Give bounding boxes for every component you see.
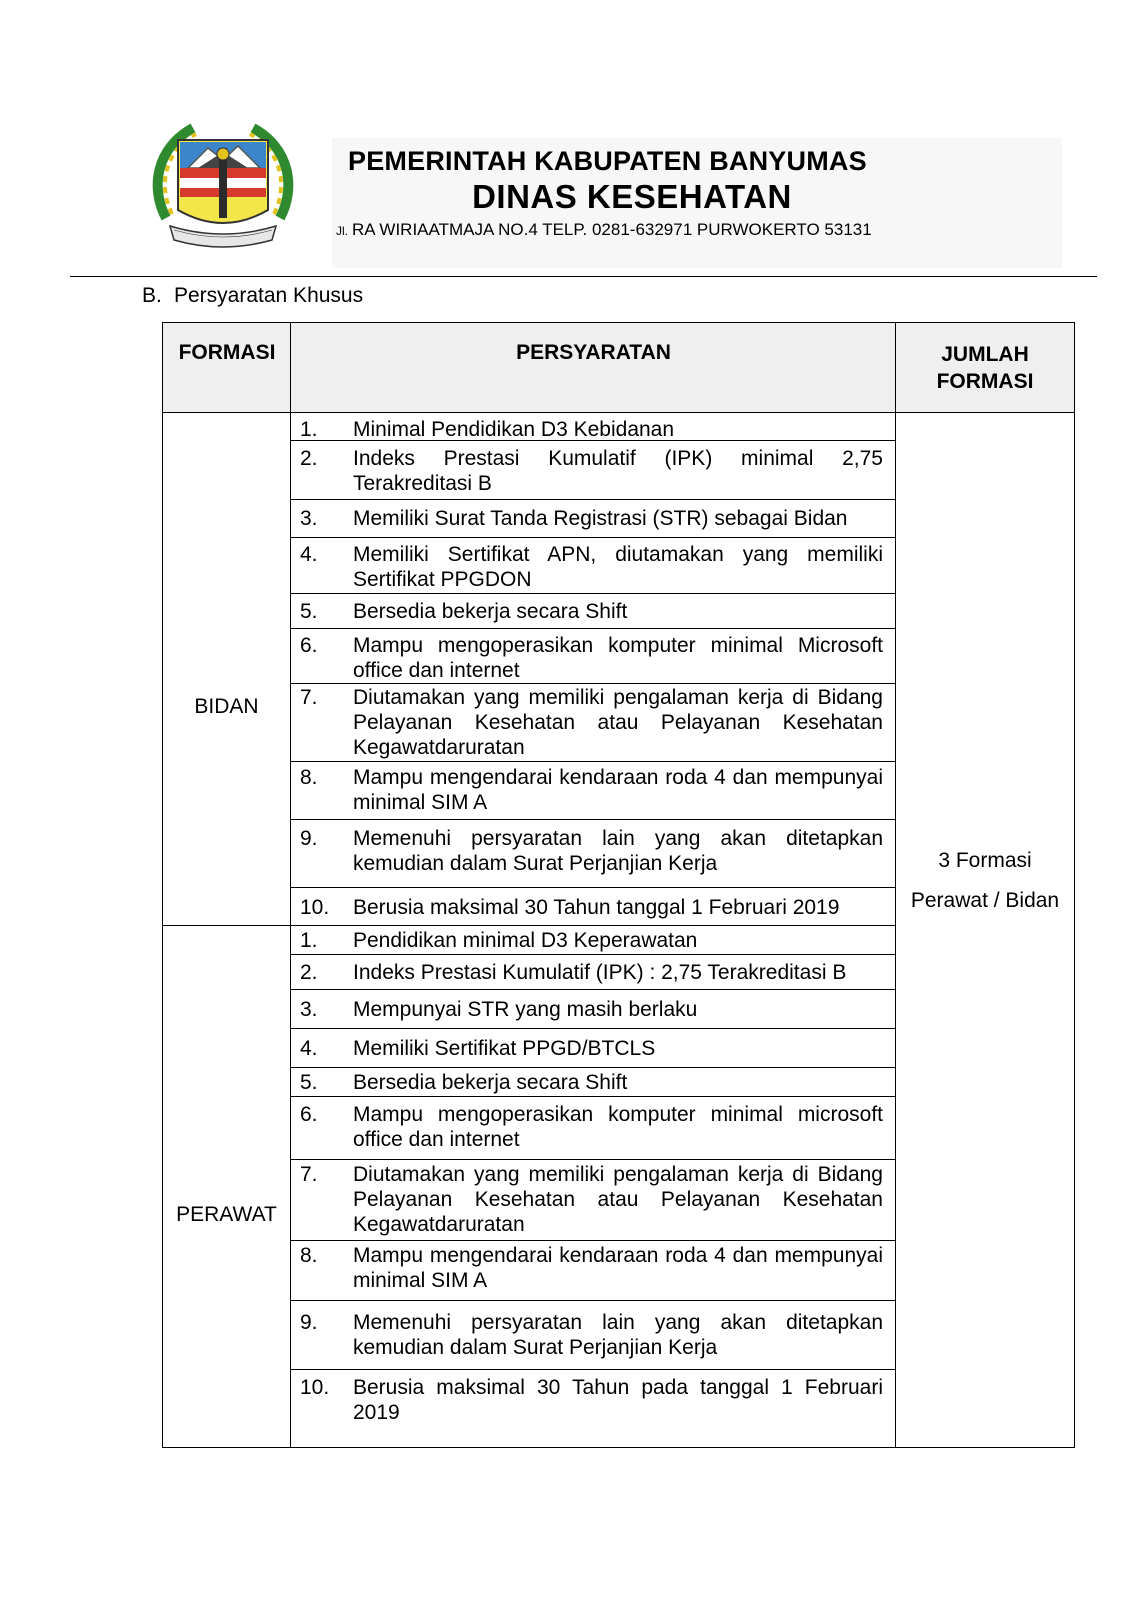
row-divider [291,440,896,441]
row-divider [291,1300,896,1301]
row-number: 8. [300,766,318,789]
row-requirement: Indeks Prestasi Kumulatif (IPK) minimal 2,75 Terakreditasi B [353,447,883,495]
group-divider [163,925,291,926]
row-divider [291,628,896,629]
row-requirement: Memiliki Sertifikat APN, diutamakan yang memiliki Sertifikat PPGDON [353,543,883,591]
jumlah-formasi-types: Perawat / Bidan [910,889,1060,912]
row-divider [291,683,896,684]
row-number: 10. [300,1376,330,1399]
row-divider [291,1067,896,1068]
row-requirement: Mampu mengendarai kendaraan roda 4 dan mempunyai minimal SIM A [353,1244,883,1292]
department-title: DINAS KESEHATAN [472,178,792,215]
row-number: 2. [300,961,318,984]
address-line [336,220,1056,240]
row-requirement: Memenuhi persyaratan lain yang akan ditetapkan kemudian dalam Surat Perjanjian Kerja [353,1311,883,1359]
row-requirement: Bersedia bekerja secara Shift [353,1071,628,1094]
row-divider [291,954,896,955]
header-cell-jumlah [896,323,1074,413]
header-cell-persyaratan [291,323,896,413]
row-number: 7. [300,686,318,709]
row-number: 9. [300,827,318,850]
row-requirement: Pendidikan minimal D3 Keperawatan [353,929,698,952]
row-requirement: Indeks Prestasi Kumulatif (IPK) : 2,75 Terakreditasi B [353,961,847,984]
row-divider [291,1159,896,1160]
row-divider [291,1096,896,1097]
row-number: 3. [300,998,318,1021]
row-divider [291,925,896,926]
row-requirement: Mempunyai STR yang masih berlaku [353,998,698,1021]
formasi-perawat: PERAWAT [176,1203,277,1226]
row-requirement: Berusia maksimal 30 Tahun pada tanggal 1 Februari 2019 [353,1376,883,1424]
formasi-bidan: BIDAN [194,695,259,718]
row-divider [291,1028,896,1029]
header-persyaratan-label: PERSYARATAN [516,341,671,364]
row-number: 5. [300,1071,318,1094]
header-jumlah-line2: FORMASI [936,370,1034,393]
header-divider [70,276,1097,277]
row-number: 6. [300,1103,318,1126]
row-number: 4. [300,1037,318,1060]
row-number: 8. [300,1244,318,1267]
row-divider [291,761,896,762]
row-requirement: Mampu mengoperasikan komputer minimal Microsoft office dan internet [353,634,883,682]
row-requirement: Memenuhi persyaratan lain yang akan ditetapkan kemudian dalam Surat Perjanjian Kerja [353,827,883,875]
row-divider [291,593,896,594]
banyumas-regency-emblem-icon [148,118,298,261]
row-requirement: Minimal Pendidikan D3 Kebidanan [353,418,675,441]
jumlah-formasi-cell [896,841,1074,921]
section-letter: B. [142,284,162,307]
row-divider [291,819,896,820]
row-number: 1. [300,418,318,441]
row-divider [291,989,896,990]
row-requirement: Diutamakan yang memiliki pengalaman kerja di Bidang Pelayanan Kesehatan atau Pelayanan Kesehatan Kegawatdaruratan [353,686,883,759]
row-divider [291,537,896,538]
government-title: PEMERINTAH KABUPATEN BANYUMAS [348,146,867,176]
row-number: 7. [300,1163,318,1186]
row-number: 4. [300,543,318,566]
row-number: 2. [300,447,318,470]
row-requirement: Diutamakan yang memiliki pengalaman kerja di Bidang Pelayanan Kesehatan atau Pelayanan Kesehatan Kegawatdaruratan [353,1163,883,1236]
row-divider [291,499,896,500]
row-divider [291,887,896,888]
row-number: 10. [300,896,330,919]
table-row [291,413,896,441]
row-number: 5. [300,600,318,623]
row-requirement: Memiliki Sertifikat PPGD/BTCLS [353,1037,656,1060]
row-number: 9. [300,1311,318,1334]
row-requirement: Bersedia bekerja secara Shift [353,600,628,623]
header-jumlah-line1: JUMLAH [941,343,1029,366]
header-cell-formasi [163,323,291,413]
row-divider [291,1240,896,1241]
row-divider [291,1369,896,1370]
section-title: Persyaratan Khusus [174,284,364,307]
row-requirement: Mampu mengendarai kendaraan roda 4 dan mempunyai minimal SIM A [353,766,883,814]
jumlah-formasi-count: 3 Formasi [938,849,1032,872]
row-requirement: Mampu mengoperasikan komputer minimal microsoft office dan internet [353,1103,883,1151]
row-requirement: Memiliki Surat Tanda Registrasi (STR) sebagai Bidan [353,507,848,530]
row-number: 6. [300,634,318,657]
address-prefix: Jl. [336,224,348,238]
column-divider [290,323,291,1447]
row-number: 3. [300,507,318,530]
address-text: RA WIRIAATMAJA NO.4 TELP. 0281-632971 PURWOKERTO 53131 [352,220,872,239]
header-jumlah-label [896,341,1074,395]
row-requirement: Berusia maksimal 30 Tahun tanggal 1 Februari 2019 [353,896,840,919]
section-heading [142,284,363,308]
row-number: 1. [300,929,318,952]
requirements-table [162,322,1075,1448]
header-formasi-label: FORMASI [178,341,276,364]
